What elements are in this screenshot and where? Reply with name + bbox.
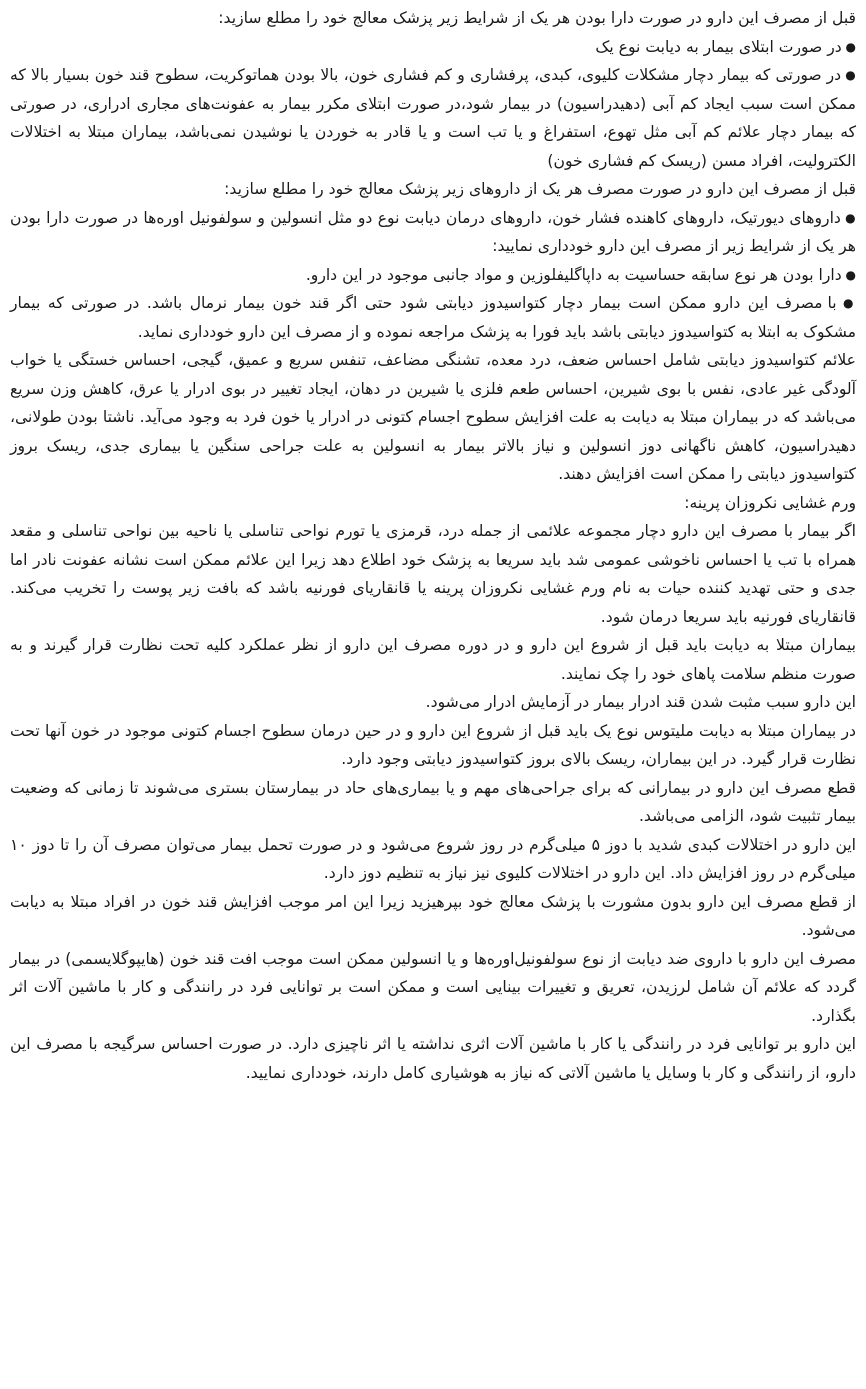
- bullet-medical-conditions: ● در صورتی که بیمار دچار مشکلات کلیوی، کبدی، پرفشاری و کم فشاری خون، بالا بودن هماتوکریت، سطوح قند خون بسیار بالا که ممکن است سبب ایجاد کم آبی (دهیدراسیون) در بیمار شود،در صورت ابتلای مکرر بیمار به عفونت‌های مجاری ادراری، در صورتی که بیمار دچار علائم کم آبی مثل تهوع، استفراغ و یا تب است و یا قادر به خوردن یا نوشیدن نمی‌باشد، بیماران مبتلا به اختلالات الکترولیت، افراد مسن (ریسک کم فشاری خون): [10, 61, 856, 175]
- surgery-discontinuation: قطع مصرف این دارو در بیمارانی که برای جراحی‌های مهم و یا بیماری‌های حاد در بیمارستان بستری می‌شوند تا زمانی که وضعیت بیمار تثبیت شود، الزامی می‌باشد.: [10, 778, 856, 825]
- hypoglycemia-warning: مصرف این دارو با داروی ضد دیابت از نوع سولفونیل‌اوره‌ها و یا انسولین ممکن است موجب افت قند خون (هایپوگلایسمی) در بیمار گردد که علائم آن شامل لرزیدن، تعریق و تغییرات بینایی است و ممکن است بر توانایی فرد در رانندگی و کار با ماشین آلات اثر بگذارد.: [10, 949, 856, 1025]
- kidney-monitoring: بیماران مبتلا به دیابت باید قبل از شروع این دارو و در دوره مصرف این دارو از نظر عملکرد کلیه تحت نظارت قرار گیرند و به صورت منظم سلامت پاهای خود را چک نمایند.: [10, 636, 856, 683]
- driving-warning: این دارو بر توانایی فرد در رانندگی یا کار با ماشین آلات اثری نداشته یا اثر ناچیزی دارد. در صورت احساس سرگیجه با مصرف این دارو، از رانندگی و کار با وسایل یا ماشین آلاتی که نیاز به هوشیاری کامل دارند، خودداری نمایید.: [10, 1035, 856, 1082]
- hepatic-dosing: این دارو در اختلالات کبدی شدید با دوز ۵ میلی‌گرم در روز شروع می‌شود و در صورت تحمل بیمار می‌توان مصرف آن را تا دوز ۱۰ میلی‌گرم در روز افزایش داد. این دارو در اختلالات کلیوی نیز نیاز به تنظیم دوز دارد.: [10, 835, 856, 882]
- bullet-type1-diabetes: ● در صورت ابتلای بیمار به دیابت نوع یک: [10, 33, 856, 62]
- intro-conditions: قبل از مصرف این دارو در صورت دارا بودن هر یک از شرایط زیر پزشک معالج خود را مطلع سازید:: [218, 9, 856, 27]
- bullet-hypersensitivity: ● دارا بودن هر نوع سابقه حساسیت به داپاگلیفلوزین و مواد جانبی موجود در این دارو.: [10, 261, 856, 290]
- bullet-ketoacidosis-warning: ● با مصرف این دارو ممکن است بیمار دچار کتواسیدوز دیابتی شود حتی اگر قند خون بیمار نرمال باشد. در صورتی که بیمار مشکوک به ابتلا به کتواسیدوز دیابتی باشد باید فورا به پزشک مراجعه نموده و از مصرف این دارو خودداری نماید.: [10, 289, 856, 346]
- intro-drug-interactions: قبل از مصرف این دارو در صورت مصرف هر یک از داروهای زیر پزشک معالج خود را مطلع سازید:: [224, 180, 856, 198]
- ketoacidosis-symptoms: علائم کتواسیدوز دیابتی شامل احساس ضعف، درد معده، تشنگی مضاعف، تنفس سریع و عمیق، گیجی، احساس خستگی یا خواب آلودگی غیر عادی، نفس با بوی شیرین، احساس طعم فلزی یا شیرین در دهان، ایجاد تغییر در بوی ادرار یا عرق، کاهش وزن سریع می‌باشد که در بیماران مبتلا به دیابت به علت افزایش سطوح اجسام کتونی در ادرار یا خون فرد به وجود می‌آید. ناشتا بودن طولانی، دهیدراسیون، کاهش ناگهانی دوز انسولین و نیاز بالاتر بیمار به انسولین به علت جراحی سنگین یا بیماری جدی، ریسک بروز کتواسیدوز دیابتی را ممکن است افزایش دهند.: [10, 351, 856, 483]
- bullet-interacting-drugs: ● داروهای دیورتیک، داروهای کاهنده فشار خون، داروهای درمان دیابت نوع دو مثل انسولین و سولفونیل اوره‌ها در صورت دارا بودن هر یک از شرایط زیر از مصرف این دارو خودداری نمایید:: [10, 204, 856, 261]
- urine-glucose-note: این دارو سبب مثبت شدن قند ادرار بیمار در آزمایش ادرار می‌شود.: [425, 693, 856, 711]
- stopping-warning: از قطع مصرف این دارو بدون مشورت با پزشک معالج خود بپرهیزید زیرا این امر موجب افزایش قند خون در افراد مبتلا به دیابت می‌شود.: [10, 892, 856, 939]
- fournier-heading: ورم غشایی نکروزان پرینه:: [684, 493, 856, 512]
- fournier-description: اگر بیمار با مصرف این دارو دچار مجموعه علائمی از جمله درد، قرمزی یا تورم نواحی تناسلی یا ناحیه بین نواحی تناسلی و مقعد همراه با تب یا احساس ناخوشی عمومی شد باید سریعا به پزشک خود اطلاع دهد زیرا این علائم ممکن است نشانه عفونت نادر اما جدی و حتی تهدید کننده حیات به نام ورم غشایی نکروزان پرینه یا قانقاریای فورنیه باشد که بافت زیر پوست را تخریب می‌کند. قانقاریای فورنیه باید سریعا درمان شود.: [10, 522, 856, 626]
- type1-ketone-monitoring: در بیماران مبتلا به دیابت ملیتوس نوع یک باید قبل از شروع این دارو و در حین درمان سطوح اجسام کتونی موجود در خون آنها تحت نظارت قرار گیرد. در این بیماران، ریسک بالای بروز کتواسیدوز دیابتی وجود دارد.: [10, 721, 856, 768]
